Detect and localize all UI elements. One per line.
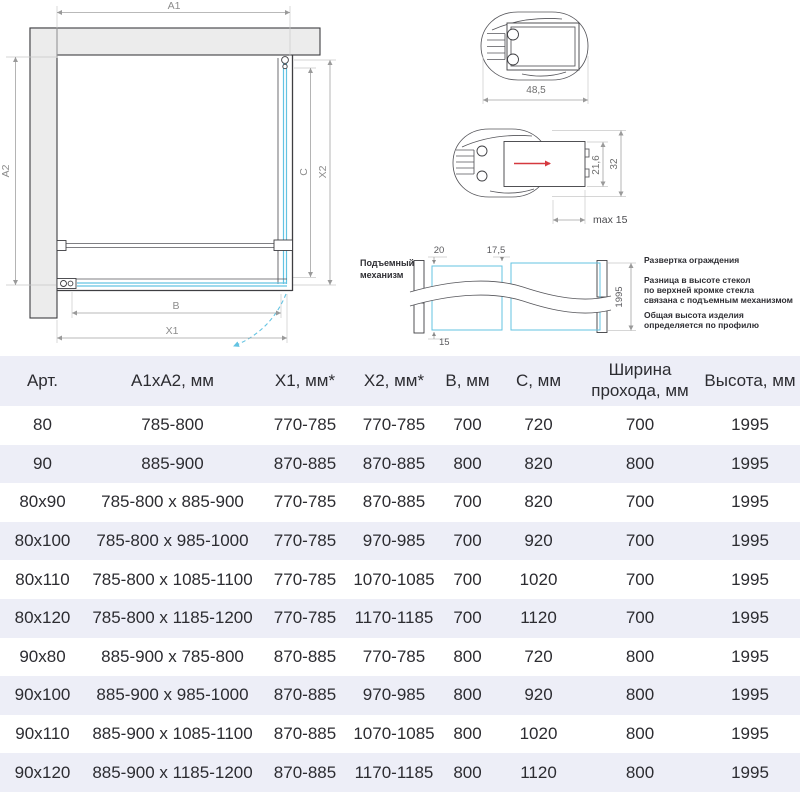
cell-art: 90x100 [14, 685, 71, 705]
note-total-height-2: определяется по профилю [644, 320, 759, 330]
fixed-glass-panel-right [278, 55, 293, 291]
cell-a1xa2: 785-800 x 885-900 [101, 492, 244, 512]
cell-art: 90x110 [15, 724, 70, 744]
cell-passage-width: 700 [625, 492, 655, 512]
cell-art: 90x80 [19, 646, 66, 666]
spec-table-body [0, 406, 800, 792]
cell-art: 80 [33, 415, 52, 435]
cell-x2: 1170-1185 [354, 762, 434, 782]
cell-x2: 870-885 [362, 453, 426, 473]
cell-a1xa2: 885-900 x 1085-1100 [92, 724, 253, 744]
note-development: Развертка ограждения [644, 255, 740, 265]
cell-art: 90 [33, 453, 52, 473]
col-header-height: Высота, мм [704, 370, 796, 390]
table-row [0, 522, 800, 561]
door-glass-panel-bottom [57, 279, 293, 291]
table-row [0, 445, 800, 484]
note-height-difference-3: связана с подъемным механизмом [644, 295, 793, 305]
table-row [0, 406, 800, 445]
cell-c: 720 [524, 415, 553, 435]
table-row [0, 483, 800, 522]
cell-passage-width: 700 [625, 531, 655, 551]
dim-label-c: C [298, 168, 310, 176]
profile-section-extension [453, 129, 628, 226]
dim-label-b: B [172, 300, 180, 312]
cell-x2: 1170-1185 [354, 608, 434, 628]
cell-a1xa2: 785-800 x 1185-1200 [92, 608, 253, 628]
dim-label-a1: A1 [167, 0, 181, 12]
cell-passage-width: 700 [625, 415, 655, 435]
right-profile-top [597, 261, 607, 298]
cell-height: 1995 [731, 531, 769, 551]
cell-height: 1995 [731, 569, 769, 589]
cell-x1: 770-785 [273, 608, 337, 628]
table-row [0, 638, 800, 677]
cell-x1: 770-785 [273, 531, 337, 551]
col-header-b: B, мм [445, 370, 490, 390]
cell-c: 1120 [520, 608, 557, 628]
col-header-a1xa2: A1xA2, мм [131, 370, 214, 390]
development-drawing [360, 245, 793, 348]
left-profile-bottom [414, 303, 424, 333]
left-wall [30, 28, 57, 318]
cell-passage-width: 700 [625, 608, 655, 628]
cell-b: 800 [453, 453, 482, 473]
cell-height: 1995 [731, 453, 769, 473]
table-row [0, 599, 800, 638]
spec-table [0, 356, 800, 792]
note-height-difference-1: Разница в высоте стекол [644, 275, 751, 285]
cell-b: 700 [453, 608, 482, 628]
mechanism-label-line2: механизм [360, 270, 404, 280]
cell-a1xa2: 885-900 x 985-1000 [96, 685, 249, 705]
cell-x2: 1070-1085 [353, 724, 435, 744]
note-total-height-1: Общая высота изделия [644, 310, 744, 320]
table-row [0, 715, 800, 754]
dim-label-15: 15 [439, 337, 450, 348]
cell-art: 80x110 [15, 569, 70, 589]
cell-passage-width: 800 [625, 646, 655, 666]
cell-passage-width: 700 [625, 569, 655, 589]
top-hinge-detail [282, 57, 289, 64]
cell-height: 1995 [731, 646, 769, 666]
spec-table-header [0, 356, 800, 406]
cell-c: 920 [524, 531, 553, 551]
cell-x1: 770-785 [273, 569, 337, 589]
plan-view-drawing [0, 0, 336, 346]
cell-x1: 870-885 [273, 724, 337, 744]
cell-b: 700 [453, 415, 482, 435]
cell-a1xa2: 885-900 [141, 453, 204, 473]
top-wall [30, 28, 320, 55]
cell-a1xa2: 885-900 x 785-800 [101, 646, 244, 666]
cell-b: 800 [453, 685, 482, 705]
cell-x1: 770-785 [273, 415, 337, 435]
dim-label-a2: A2 [0, 164, 12, 178]
cell-c: 1020 [519, 724, 558, 744]
technical-drawings-panel [0, 0, 800, 356]
drawings-svg [0, 0, 800, 356]
cell-a1xa2: 885-900 x 1185-1200 [92, 762, 253, 782]
cell-b: 700 [453, 492, 482, 512]
profile-section-top [481, 12, 588, 104]
col-header-x1: X1, мм* [274, 370, 336, 390]
cell-b: 700 [453, 531, 482, 551]
col-header-passage-width: Ширина прохода, мм [591, 360, 689, 400]
cell-passage-width: 800 [625, 453, 655, 473]
cell-art: 80x90 [19, 492, 66, 512]
cell-b: 800 [453, 724, 482, 744]
cell-passage-width: 800 [625, 685, 655, 705]
cell-height: 1995 [731, 608, 769, 628]
cell-b: 800 [453, 762, 482, 782]
cell-a1xa2: 785-800 [141, 415, 204, 435]
cell-x2: 770-785 [362, 646, 426, 666]
support-bar [57, 240, 293, 251]
dim-label-x1: X1 [165, 325, 179, 337]
col-header-c: C, мм [515, 370, 562, 390]
col-header-art: Арт. [26, 370, 59, 390]
cell-x2: 970-985 [362, 531, 426, 551]
development-notes [644, 255, 793, 330]
cell-a1xa2: 785-800 x 1085-1100 [92, 569, 253, 589]
cell-art: 90x120 [14, 762, 71, 782]
cell-x2: 870-885 [362, 492, 426, 512]
table-row [0, 753, 800, 792]
cell-b: 800 [453, 646, 482, 666]
table-row [0, 560, 800, 599]
cell-height: 1995 [731, 762, 769, 782]
cell-height: 1995 [731, 492, 769, 512]
comb-slot [487, 34, 505, 60]
cell-x2: 770-785 [362, 415, 426, 435]
dim-label-48-5: 48,5 [526, 85, 546, 96]
mechanism-label-line1: Подъемный [360, 258, 415, 268]
dim-label-1995: 1995 [614, 286, 625, 308]
dim-label-20: 20 [433, 245, 445, 256]
cell-x1: 870-885 [273, 762, 337, 782]
cell-height: 1995 [731, 724, 769, 744]
col-header-x2: X2, мм* [363, 370, 425, 390]
cell-height: 1995 [731, 415, 769, 435]
dim-label-x2: X2 [317, 165, 329, 179]
comb-slot [456, 150, 474, 174]
table-row [0, 676, 800, 715]
cell-passage-width: 800 [625, 724, 655, 744]
cell-x1: 870-885 [273, 685, 337, 705]
cell-b: 700 [453, 569, 482, 589]
cell-c: 820 [524, 453, 553, 473]
cell-c: 1020 [519, 569, 558, 589]
note-height-difference-2: по верхней кромке стекла [644, 285, 755, 295]
dim-label-max-15: max 15 [593, 214, 628, 226]
cell-c: 820 [524, 492, 553, 512]
cell-c: 720 [524, 646, 553, 666]
cell-x2: 1070-1085 [353, 569, 435, 589]
cell-x1: 770-785 [273, 492, 337, 512]
cell-c: 920 [524, 685, 553, 705]
cell-art: 80x120 [14, 608, 71, 628]
dim-label-17-5: 17,5 [486, 245, 506, 256]
cell-x2: 970-985 [362, 685, 426, 705]
cell-passage-width: 800 [625, 762, 655, 782]
dim-label-32: 32 [609, 158, 620, 170]
dim-label-21-6: 21,6 [591, 155, 602, 175]
cell-c: 1120 [520, 762, 557, 782]
cell-x1: 870-885 [273, 453, 337, 473]
cell-art: 80x100 [14, 531, 71, 551]
cell-a1xa2: 785-800 x 985-1000 [96, 531, 249, 551]
cell-height: 1995 [731, 685, 769, 705]
cell-x1: 870-885 [273, 646, 337, 666]
